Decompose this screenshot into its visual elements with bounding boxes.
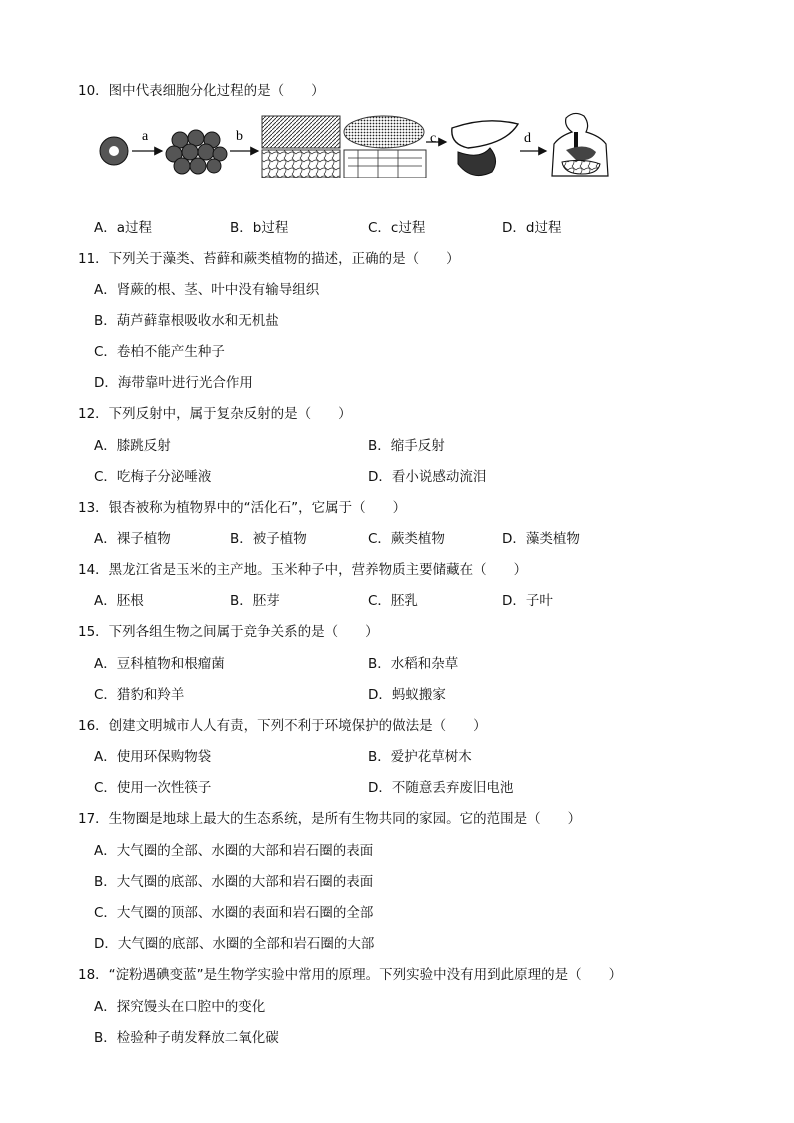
q16-option-b[interactable]: B．爱护花草树木 — [368, 749, 472, 765]
label-a: a — [142, 129, 149, 144]
question-10-stem: 10．图中代表细胞分化过程的是（ ） — [78, 83, 325, 99]
question-11-stem: 11．下列关于藻类、苔藓和蕨类植物的描述，正确的是（ ） — [78, 251, 460, 267]
q14-option-c[interactable]: C．胚乳 — [368, 593, 418, 609]
q12-option-c[interactable]: C．吃梅子分泌唾液 — [94, 469, 212, 485]
q17-option-a[interactable]: A．大气圈的全部、水圈的大部和岩石圈的表面 — [94, 843, 374, 859]
q10-option-c[interactable]: C．c过程 — [368, 220, 426, 236]
q13-option-c[interactable]: C．蕨类植物 — [368, 531, 445, 547]
q12-option-b[interactable]: B．缩手反射 — [368, 438, 445, 454]
nerve-tissue — [262, 150, 340, 178]
q16-option-a[interactable]: A．使用环保购物袋 — [94, 749, 212, 765]
q12-option-d[interactable]: D．看小说感动流泪 — [368, 469, 487, 485]
q17-option-d[interactable]: D．大气圈的底部、水圈的全部和岩石圈的大部 — [94, 936, 375, 952]
single-cell — [100, 137, 128, 165]
liver-organ — [452, 121, 518, 148]
q15-option-a[interactable]: A．豆科植物和根瘤菌 — [94, 656, 225, 672]
question-12-stem: 12．下列反射中，属于复杂反射的是（ ） — [78, 406, 352, 422]
cell-differentiation-figure — [96, 110, 636, 178]
organ-images — [452, 121, 518, 176]
cell-cluster — [166, 130, 227, 174]
q12-option-a[interactable]: A．膝跳反射 — [94, 438, 171, 454]
digestive-system-figure — [552, 113, 608, 176]
epithelial-tissue — [344, 150, 426, 178]
q15-option-d[interactable]: D．蚂蚁搬家 — [368, 687, 446, 703]
q18-option-a[interactable]: A．探究馒头在口腔中的变化 — [94, 999, 266, 1015]
label-c: c — [430, 131, 437, 146]
q11-option-d[interactable]: D．海带靠叶进行光合作用 — [94, 375, 253, 391]
q13-option-d[interactable]: D．藻类植物 — [502, 531, 580, 547]
q11-option-a[interactable]: A．肾蕨的根、茎、叶中没有输导组织 — [94, 282, 320, 298]
q10-option-b[interactable]: B．b过程 — [230, 220, 289, 236]
muscle-tissue — [262, 116, 340, 148]
q18-option-b[interactable]: B．检验种子萌发释放二氧化碳 — [94, 1030, 279, 1046]
tissue-images — [262, 116, 426, 178]
q16-option-d[interactable]: D．不随意丢弃废旧电池 — [368, 780, 514, 796]
q14-option-d[interactable]: D．子叶 — [502, 593, 553, 609]
connective-tissue — [344, 116, 424, 148]
q13-option-b[interactable]: B．被子植物 — [230, 531, 307, 547]
q16-option-c[interactable]: C．使用一次性筷子 — [94, 780, 212, 796]
question-13-stem: 13．银杏被称为植物界中的“活化石”，它属于（ ） — [78, 500, 407, 516]
question-14-stem: 14．黑龙江省是玉米的主产地。玉米种子中，营养物质主要储藏在（ ） — [78, 562, 528, 578]
q17-option-c[interactable]: C．大气圈的顶部、水圈的表面和岩石圈的全部 — [94, 905, 374, 921]
question-18-stem: 18．“淀粉遇碘变蓝”是生物学实验中常用的原理。下列实验中没有用到此原理的是（ ） — [78, 967, 623, 983]
q10-option-a[interactable]: A．a过程 — [94, 220, 153, 236]
q17-option-b[interactable]: B．大气圈的底部、水圈的大部和岩石圈的表面 — [94, 874, 374, 890]
question-16-stem: 16．创建文明城市人人有责，下列不利于环境保护的做法是（ ） — [78, 718, 487, 734]
q13-option-a[interactable]: A．裸子植物 — [94, 531, 171, 547]
question-15-stem: 15．下列各组生物之间属于竞争关系的是（ ） — [78, 624, 379, 640]
q11-option-b[interactable]: B．葫芦藓靠根吸收水和无机盐 — [94, 313, 279, 329]
label-d: d — [524, 131, 531, 146]
stomach-organ — [458, 148, 496, 176]
q14-option-a[interactable]: A．胚根 — [94, 593, 144, 609]
q15-option-b[interactable]: B．水稻和杂草 — [368, 656, 459, 672]
q15-option-c[interactable]: C．猎豹和羚羊 — [94, 687, 185, 703]
label-b: b — [236, 129, 243, 144]
q10-option-d[interactable]: D．d过程 — [502, 220, 562, 236]
q14-option-b[interactable]: B．胚芽 — [230, 593, 280, 609]
question-17-stem: 17．生物圈是地球上最大的生态系统，是所有生物共同的家园。它的范围是（ ） — [78, 811, 582, 827]
cell-process-diagram — [96, 110, 636, 178]
q11-option-c[interactable]: C．卷柏不能产生种子 — [94, 344, 225, 360]
